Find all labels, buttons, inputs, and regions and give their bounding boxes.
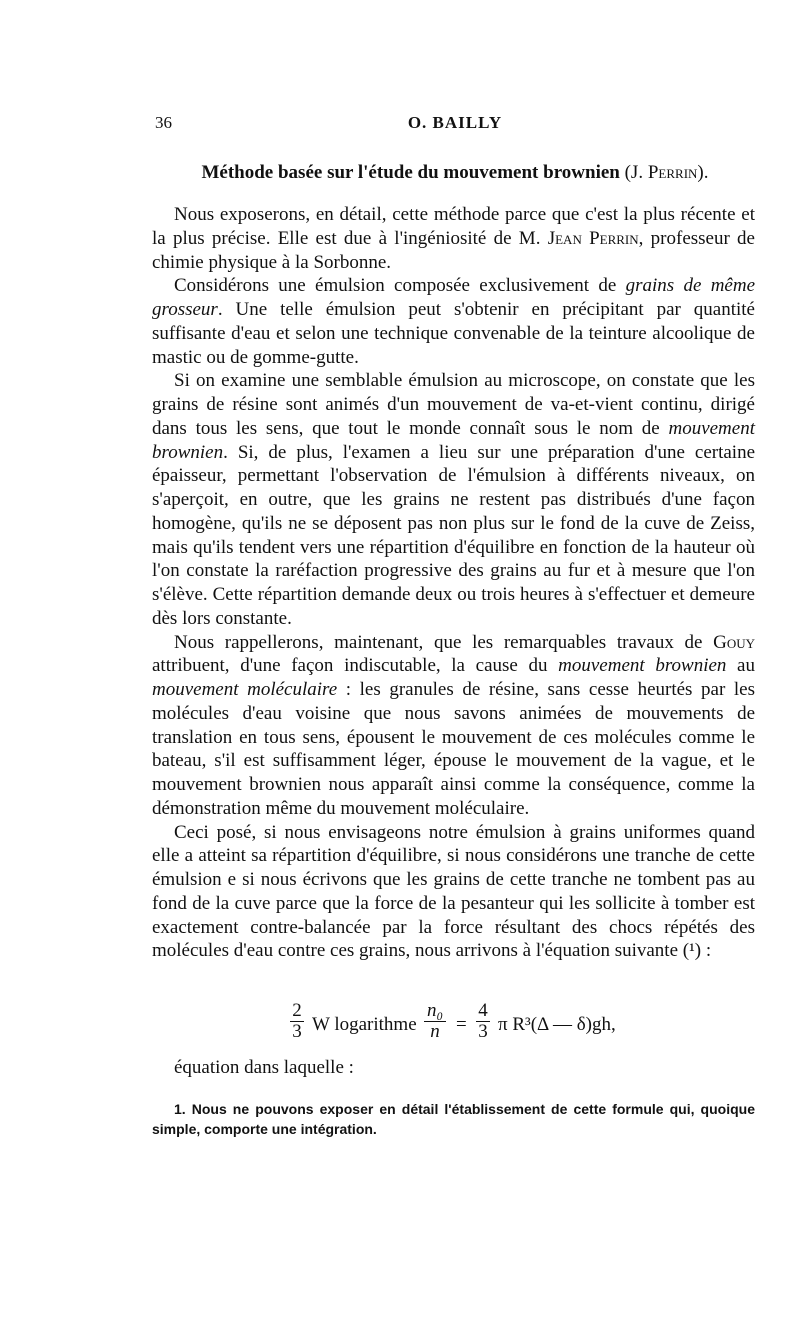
paragraph-3-text-a: Si on examine une semblable émulsion au microscope, on constate que les grains de résine sont animés d'un mouvement de va-et-vient continu, dirigé dans tous les sens, que tout le monde connaît sous le nom de: [152, 370, 755, 439]
paragraph-2: [152, 274, 755, 369]
paragraph-3: [152, 369, 755, 630]
equation: [290, 1001, 630, 1051]
fraction-n0-over-n: [424, 1001, 446, 1042]
paragraph-4-text-c: au: [726, 655, 755, 677]
paragraph-2-text-a: Considérons une émulsion composée exclusivement de: [174, 275, 626, 297]
paragraph-4-text-a: Nous rappellerons, maintenant, que les remarquables travaux de: [174, 631, 714, 653]
fraction-denominator: 3: [292, 1021, 302, 1042]
paragraph-4-text-d: : les granules de résine, sans cesse heurtés par les molécules d'eau voisine que nous savons animées de mouvements de translation en tous sens, épousent le mouvement de ces molécules comme le bateau, s'il est suffisamment léger, épouse le mouvement de la vague, et le mouvement brownien nous apparaît ainsi comme la conséquence, comme la démonstration même du mouvement moléculaire.: [152, 679, 755, 819]
paragraph-3-emphasis: mouvement brownien: [152, 417, 755, 463]
paragraph-4-emphasis-1: mouvement brownien: [558, 655, 727, 677]
section-attribution-close: ).: [697, 162, 709, 183]
paragraph-1-text-b: , professeur de chimie physique à la Sorbonne.: [152, 227, 755, 273]
equation-term-w-log: W logarithme: [312, 1014, 417, 1035]
equation-term-rhs: π R³(Δ — δ)gh,: [498, 1014, 616, 1035]
fraction-numerator: 2: [290, 1001, 304, 1022]
running-title: O. BAILLY: [407, 113, 503, 132]
footnote-reference: (¹) :: [678, 940, 712, 962]
footnote: 1. Nous ne pouvons exposer en détail l'établissement de cette formule qui, quoique simple, comporte une intégration.: [152, 1101, 755, 1137]
page-number: 36: [155, 113, 172, 132]
section-attribution-name: Perrin: [647, 162, 698, 183]
paragraph-5: [152, 821, 755, 964]
fraction-two-thirds: [290, 1001, 304, 1042]
paragraph-2-emphasis: grains de même grosseur: [152, 275, 755, 320]
equation-equals: =: [456, 1014, 467, 1035]
paragraph-3-text-b: . Si, de plus, l'examen a lieu sur une préparation d'une certaine épaisseur, permettant l'observation de l'émulsion à différents niveaux, on s'aperçoit, en outre, que les grains ne restent pas distribués d'une façon homogène, qu'ils ne se déposent pas non plus sur le fond de la cuve de Zeiss, mais qu'ils tendent vers une répartition d'équilibre en fonction de la hauteur où l'on constate la raréfaction progressive des grains au fur et à mesure que l'on s'élève. Cette répartition demande deux ou trois heures à s'effectuer et demeure dès lors constante.: [152, 441, 755, 629]
fraction-numerator: n₀: [424, 1001, 446, 1022]
fraction-denominator: 3: [478, 1021, 488, 1042]
section-title: [155, 162, 755, 184]
author-name-perrin: Jean Perrin: [547, 227, 639, 249]
paragraph-1: [152, 203, 755, 274]
running-head: [155, 113, 755, 139]
equation-caption: équation dans laquelle :: [174, 1057, 354, 1078]
paragraph-1-text-a: Nous exposerons, en détail, cette méthode parce que c'est la plus récente et la plus précise. Elle est due à l'ingéniosité de M.: [152, 204, 755, 249]
body-text: [152, 203, 755, 963]
paragraph-5-text: Ceci posé, si nous envisageons notre émulsion à grains uniformes quand elle a atteint sa répartition d'équilibre, si nous considérons une tranche de cette émulsion e si nous écrivons que les grains de cette tranche ne tombent pas au fond de la cuve parce que la force de la pesanteur qui les sollicite à tomber est exactement contre-balancée par la force résultant des chocs répétés des molécules d'eau contre ces grains, nous arrivons à l'équation suivante: [152, 821, 755, 962]
paragraph-4-text-b: attribuent, d'une façon indiscutable, la cause du: [152, 655, 559, 677]
paragraph-2-text-b: . Une telle émulsion peut s'obtenir en précipitant par quantité suffisante d'eau et selon une technique convenable de la teinture alcoolique de mastic ou de gomme-gutte.: [152, 299, 755, 368]
section-title-text: Méthode basée sur l'étude du mouvement brownien: [201, 162, 620, 183]
author-name-gouy: Gouy: [713, 631, 755, 653]
fraction-denominator: n: [430, 1021, 440, 1042]
fraction-numerator: 4: [476, 1001, 490, 1022]
fraction-four-thirds: [476, 1001, 490, 1042]
paragraph-4: [152, 631, 755, 821]
section-attribution-open: (J.: [624, 162, 648, 183]
paragraph-4-emphasis-2: mouvement moléculaire: [152, 679, 338, 700]
